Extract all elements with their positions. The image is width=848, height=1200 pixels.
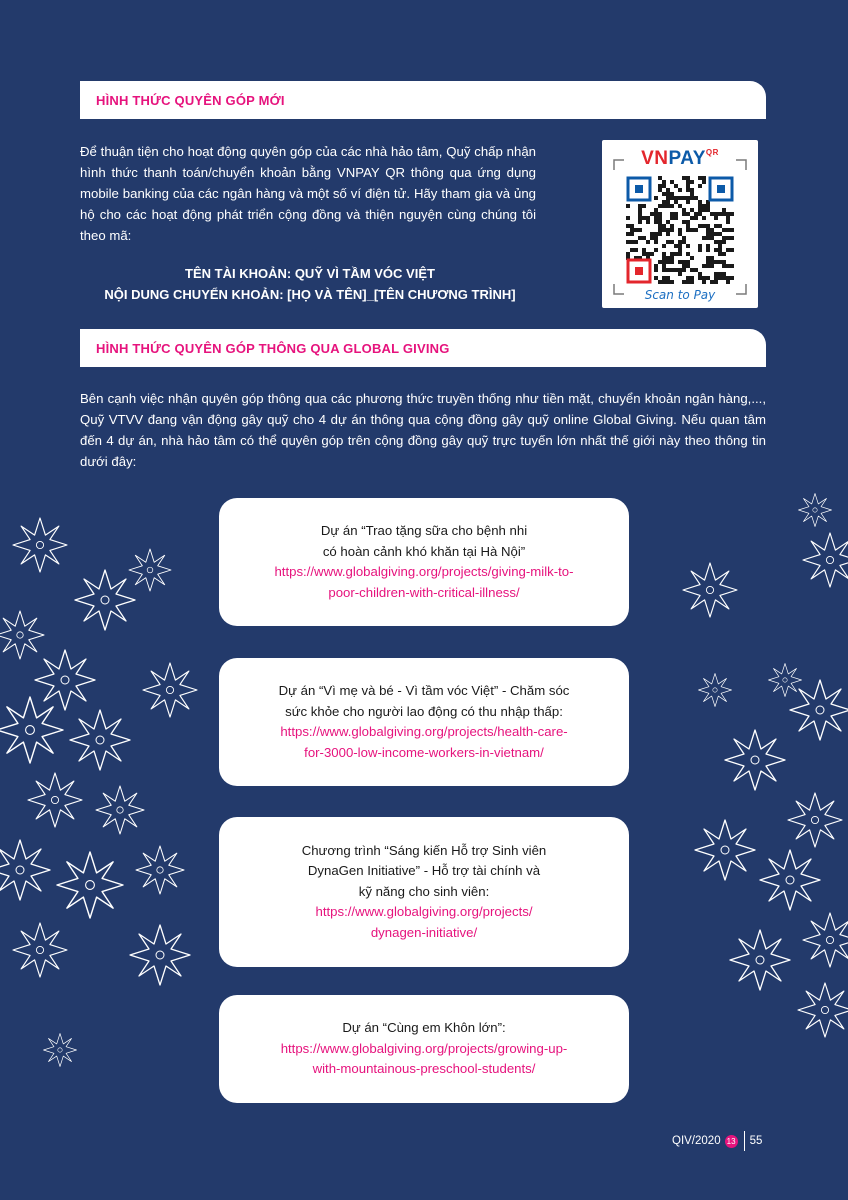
- project-text-line: kỹ năng cho sinh viên:: [358, 883, 490, 899]
- project-link[interactable]: dynagen-initiative/: [370, 924, 478, 940]
- issue-badge: 13: [725, 1135, 738, 1148]
- project-link[interactable]: https://www.globalgiving.org/projects/health-care-: [280, 724, 568, 739]
- project-text-line: DynaGen Initiative” - Hỗ trợ tài chính và: [307, 863, 541, 879]
- project-box-milk: [219, 498, 629, 626]
- footer-divider: [744, 1131, 745, 1151]
- account-name-line: TÊN TÀI KHOẢN: QUỸ VÌ TẦM VÓC VIỆT: [185, 266, 435, 281]
- left-flower-cluster: [0, 518, 197, 1067]
- project-link[interactable]: for-3000-low-income-workers-in-vietnam/: [304, 744, 544, 760]
- project-text-line: sức khỏe cho người lao động có thu nhập thấp:: [285, 703, 563, 719]
- right-flower-cluster: [683, 494, 848, 1038]
- section-heading-global-giving: [80, 329, 766, 367]
- project-text-line: Dự án “Cùng em Khôn lớn”:: [342, 1020, 506, 1036]
- project-link[interactable]: https://www.globalgiving.org/projects/: [315, 904, 533, 920]
- page-number: 55: [749, 1135, 763, 1147]
- vnpay-qr-card: [602, 140, 758, 308]
- section-heading-text: HÌNH THỨC QUYÊN GÓP MỚI: [96, 92, 285, 108]
- vnpay-logo-pay: PAY: [668, 148, 706, 169]
- scan-to-pay-label: Scan to Pay: [644, 288, 716, 302]
- project-box-grow-up: [219, 995, 629, 1103]
- section-heading-text: HÌNH THỨC QUYÊN GÓP THÔNG QUA GLOBAL GIVING: [96, 340, 450, 356]
- project-link[interactable]: poor-children-with-critical-illness/: [328, 584, 520, 600]
- transfer-content-line: NỘI DUNG CHUYỂN KHOẢN: [HỌ VÀ TÊN]_[TÊN CHƯƠNG TRÌNH]: [104, 287, 516, 302]
- project-text-line: có hoàn cảnh khó khăn tại Hà Nội”: [322, 543, 526, 559]
- project-link[interactable]: https://www.globalgiving.org/projects/giving-milk-to-: [274, 564, 574, 579]
- issue-label: QIV/2020: [672, 1135, 721, 1147]
- vnpay-logo-vn: VN: [641, 148, 669, 169]
- project-text-line: Dự án “Vì mẹ và bé - Vì tầm vóc Việt” - Chăm sóc: [278, 683, 570, 698]
- project-box-mother-baby: [219, 658, 629, 786]
- project-box-dynagen: [219, 817, 629, 967]
- qr-code-icon: [608, 146, 752, 302]
- project-link[interactable]: with-mountainous-preschool-students/: [312, 1061, 536, 1077]
- project-text-line: Dự án “Trao tặng sữa cho bệnh nhi: [320, 523, 528, 538]
- intro-paragraph: Để thuận tiện cho hoạt động quyên góp của các nhà hảo tâm, Quỹ chấp nhận hình thức thanh toán/chuyển khoản bằng VNPAY QR thông qua ứng dụng mobile banking của các ngân hàng và một số ví điện tử. Hãy tham gia và ủng hộ cho các hoạt động phát triển cộng đồng và thiện nguyện cùng chúng tôi theo mã:: [80, 144, 536, 243]
- global-giving-paragraph: Bên cạnh việc nhận quyên góp thông qua các phương thức truyền thống như tiền mặt, chuyển khoản ngân hàng,..., Quỹ VTVV đang vận động gây quỹ cho 4 dự án thông qua cộng đồng gây quỹ online Global Giving. Nếu quan tâm đến 4 dự án, nhà hảo tâm có thể quyên góp trên cộng đồng gây quỹ trực tuyến lớn nhất thế giới này theo thông tin dưới đây:: [80, 391, 766, 469]
- vnpay-logo-qr: QR: [705, 148, 719, 157]
- page-footer: [672, 1131, 762, 1151]
- project-link[interactable]: https://www.globalgiving.org/projects/growing-up-: [280, 1040, 568, 1056]
- section-heading-new-donation: [80, 81, 766, 119]
- project-text-line: Chương trình “Sáng kiến Hỗ trợ Sinh viên: [301, 842, 547, 858]
